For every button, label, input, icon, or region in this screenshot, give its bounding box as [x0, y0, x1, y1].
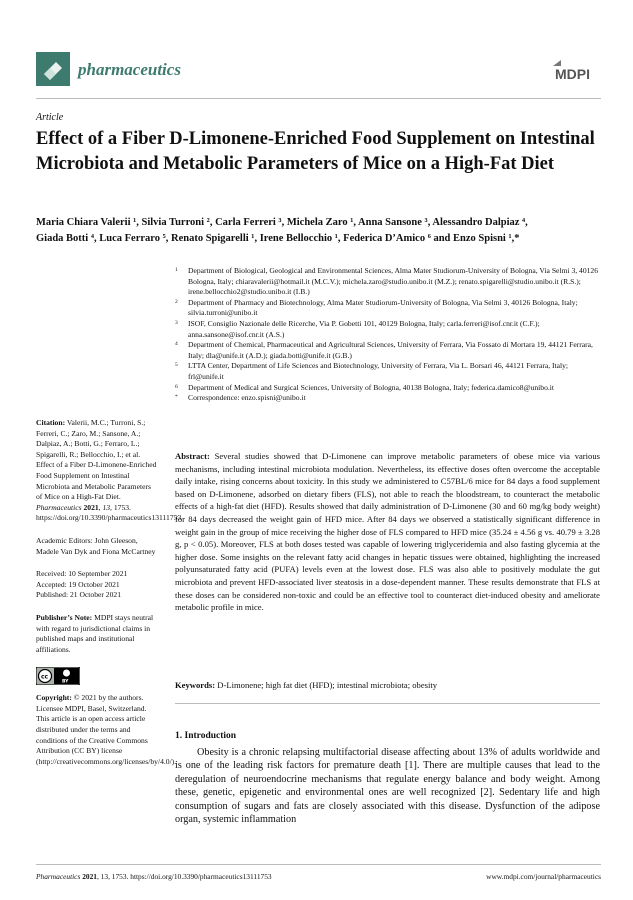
copyright-notice: Copyright: © 2021 by the authors. Licensee MDPI, Basel, Switzerland. This article is an open access article distributed under the terms and conditions of the Creative Commons Attribution (CC BY) license (http://creativecommons.org/licenses/by/4.0/). [36, 693, 177, 766]
section-heading: 1. Introduction [175, 731, 237, 741]
svg-text:MDPI: MDPI [555, 66, 590, 82]
article-title: Effect of a Fiber D-Limonene-Enriched Food Supplement on Intestinal Microbiota and Metabolic Parameters of Mice on a High-Fat Diet [36, 129, 595, 174]
affiliation-item: 2 Department of Pharmacy and Biotechnology, Alma Mater Studiorum-University of Bologna, Via Selmi 3, 40126 Bologna, Italy; silvia.turroni@unibo.it [175, 297, 578, 318]
journal-logo [36, 52, 70, 86]
footer-journal-url[interactable]: www.mdpi.com/journal/pharmaceutics [486, 872, 601, 881]
article-type: Article [36, 112, 64, 123]
correspondence: * Correspondence: enzo.spisni@unibo.it [175, 393, 306, 403]
cc-by-license-icon[interactable] [36, 667, 80, 685]
affiliation-item: 3 ISOF, Consiglio Nazionale delle Ricerche, Via P. Gobetti 101, 40129 Bologna, Italy; carla.ferreri@isof.cnr.it (C.F.); anna.sansone@isof.cnr.it (A.S.) [175, 318, 540, 339]
mdpi-logo [551, 58, 601, 84]
section-divider [175, 703, 600, 704]
cc-text: cc [41, 673, 49, 681]
by-text: BY [62, 679, 69, 685]
header-divider [36, 98, 601, 99]
keywords: Keywords: D-Limonene; high fat diet (HFD); intestinal microbiota; obesity [175, 680, 438, 690]
affiliation-item: 1 Department of Biological, Geological and Environmental Sciences, Alma Mater Studiorum-University of Bologna, Via Selmi 3, 40126 Bologna, Italy; chiaravalerii@hotmail.it (M.C.V.); michela.zaro@studio.unibo.it (M.Z.); renato.spigarelli@studio.unibo.it (R.S.); irene.bellocchio2@studio.unibo.it (I.B.) [175, 266, 599, 297]
affiliation-item: 4 Department of Chemical, Pharmaceutical and Agricultural Sciences, University of Ferrara, Via Fossato di Mortara 19, 44121 Ferrara, Italy; dla@unife.it (A.D.); giada.botti@unife.it (G.B.) [175, 340, 593, 360]
author-list [36, 215, 601, 247]
academic-editors: Academic Editors: John Gleeson, Madele Van Dyk and Fiona McCartney [36, 535, 156, 556]
footer-citation: Pharmaceutics 2021, 13, 1753. https://doi.org/10.3390/pharmaceutics13111753 [36, 872, 272, 881]
authors-line-1: Maria Chiara Valerii ¹, Silvia Turroni ², Carla Ferreri ³, Michela Zaro ¹, Anna Sansone ³, Alessandro Dalpiaz ⁴, [36, 217, 528, 228]
publisher-note: Publisher’s Note: MDPI stays neutral with regard to jurisdictional claims in published maps and institutional affiliations. [36, 612, 154, 654]
citation-block: Citation: Valerii, M.C.; Turroni, S.; Ferreri, C.; Zaro, M.; Sansone, A.; Dalpiaz, A.; Botti, G.; Ferraro, L.; Spigarelli, R.; Bellocchio, I.; et al. Effect of a Fiber D-Limonene-Enriched Food Supplement on Intestinal Microbiota and Metabolic Parameters of Mice on a High-Fat Diet. Pharmaceutics 2021, 13, 1753. https://doi.org/10.3390/pharmaceutics13111753 [36, 418, 182, 523]
journal-name: pharmaceutics [78, 60, 181, 79]
affiliation-item: 5 LTTA Center, Department of Life Sciences and Biotechnology, University of Ferrara, Via L. Borsari 46, 44121 Ferrara, Italy; frl@unife.it [175, 361, 569, 381]
affiliations [175, 266, 600, 404]
publication-dates: Received: 10 September 2021 Accepted: 19 October 2021 Published: 21 October 2021 [36, 569, 128, 600]
abstract: Abstract: Several studies showed that D-Limonene can improve metabolic parameters of obese mice via various mechanisms, including intestinal microbiota modulation. Nevertheless, its effective doses often overcome the acceptable daily intake, rising concerns about toxicity. In this study we administered to C57BL/6 mice for 84 days a food supplement based on D-Limonene, adsorbed on dietary fibers (FLS), not able to reach the bloodstream, to counteract the metabolic effects of a high-fat diet (HFD). Results showed that daily administration of D-Limonene (30 and 60 mg/kg body weight) for 84 days decreased the weight gain of HFD mice. After 84 days we observed a statistically significant difference in weight gain in the group of mice receiving the higher dose of FLS compared to HFD mice (35.24 ± 4.56 g vs. 40.79 ± 3.28 g, p < 0.05). Moreover, FLS at both doses tested was capable of lowering triglyceridemia and also fasting glycemia at the higher dose. Some insights on the relevant fatty acid changes in hepatic tissues were obtained, highlighting the increased polyunsaturated fatty acid (PUFA) levels even at the lowest dose. FLS was also able to positively modulate the gut microbiota and prevent HFD-associated liver steatosis in a dose-dependent manner. These results demonstrate that FLS at these doses can be considered non-toxic and could be an effective tool to counteract diet-induced obesity and ameliorate metabolic profile in mice. [175, 451, 600, 613]
journal-header [36, 52, 601, 98]
authors-line-2: Giada Botti ⁴, Luca Ferraro ⁵, Renato Spigarelli ¹, Irene Bellocchio ¹, Federica D’Amico ⁶ and Enzo Spisni ¹,* [36, 233, 520, 244]
intro-paragraph: Obesity is a chronic relapsing multifactorial disease affecting about 13% of adults worldwide and is one of the leading risk factors for premature death [1]. There are multiple causes that lead to the deregulation of neuroendocrine mechanisms that regulate energy balance and body weight. Among these, genetic, epigenetic and environmental ones are well recognized [2]. Sedentary life and high consumption of sugars and fats are closely associated with this disease. Dysfunction of the adipose organ, systemic inflammation [175, 747, 600, 826]
article-sidebar [36, 418, 182, 779]
footer-divider [36, 864, 601, 865]
affiliation-item: 6 Department of Medical and Surgical Sciences, University of Bologna, 40138 Bologna, Italy; federica.damico8@unibo.it [175, 382, 554, 392]
